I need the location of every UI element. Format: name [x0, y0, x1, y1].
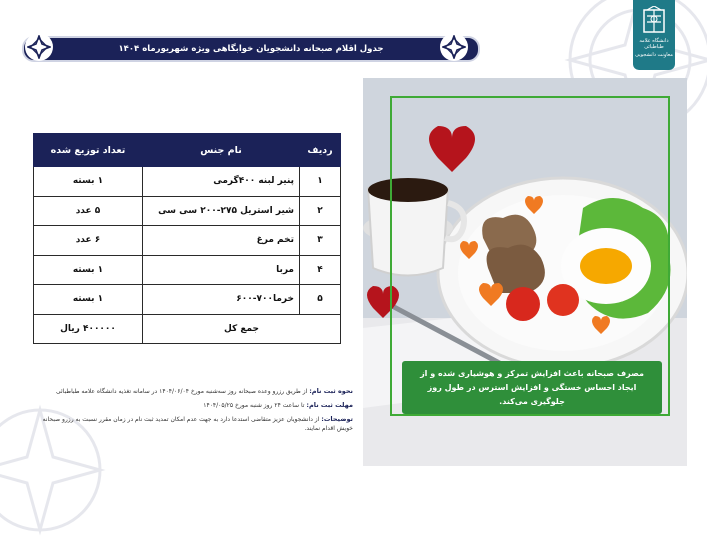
registration-note	[33, 387, 353, 396]
title-badge-left	[25, 33, 53, 61]
table-row	[34, 196, 341, 226]
item-name: مربا	[143, 255, 300, 285]
logo-caption-1: دانشگاه علامه طباطبائی	[639, 38, 669, 50]
university-logo	[633, 0, 675, 70]
star-ornament-icon	[442, 35, 466, 59]
notes-section	[33, 387, 353, 438]
item-quantity: ۱ بسته	[34, 285, 143, 315]
item-name: شیر استریل ۲۷۵-۲۰۰ سی سی	[143, 196, 300, 226]
note-text: از دانشجویان عزیز متقاضی استدعا دارد به جهت عدم امکان تمدید ثبت نام در زمان مقرر نسبت به رزرو صبحانه خویش اقدام نمایند.	[42, 416, 353, 432]
row-number: ۳	[300, 226, 341, 256]
row-number: ۱	[300, 167, 341, 197]
item-quantity: ۱ بسته	[34, 167, 143, 197]
item-quantity: ۵ عدد	[34, 196, 143, 226]
total-label: جمع کل	[143, 314, 341, 344]
page-title: جدول اقلام صبحانه دانشجویان خوابگاهی ویژه شهریورماه ۱۴۰۴	[118, 44, 384, 54]
note-label: مهلت ثبت نام:	[306, 401, 353, 409]
row-number: ۵	[300, 285, 341, 315]
row-number: ۲	[300, 196, 341, 226]
star-ornament-icon	[27, 35, 51, 59]
table-row	[34, 255, 341, 285]
promo-text: مصرف صبحانه باعث افزایش تمرکز و هوشیاری شده و از ایجاد احساس خستگی و افزایش استرس در طول روز جلوگیری می‌کند.	[420, 368, 644, 406]
breakfast-items-table	[33, 133, 341, 344]
item-quantity: ۶ عدد	[34, 226, 143, 256]
university-emblem-icon	[641, 6, 667, 36]
header-row-number: ردیف	[300, 134, 341, 167]
logo-caption-2: معاونت دانشجویی	[635, 52, 673, 58]
note-text: از طریق رزرو وعده صبحانه روز سه‌شنبه مورخ ۱۴۰۴/۰۶/۰۴ در سامانه تغذیه دانشگاه علامه طباطبائی	[55, 388, 308, 395]
deadline-note	[33, 401, 353, 410]
item-name: پنیر لبنه ۴۰۰گرمی	[143, 167, 300, 197]
promo-banner	[402, 361, 662, 414]
table-header-row	[34, 134, 341, 167]
table-row	[34, 285, 341, 315]
table-row	[34, 226, 341, 256]
item-name: خرما۷۰۰-۶۰۰	[143, 285, 300, 315]
description-note	[33, 415, 353, 433]
note-label: توضیحات:	[321, 415, 353, 423]
note-label: نحوه ثبت نام:	[309, 387, 353, 395]
row-number: ۴	[300, 255, 341, 285]
note-text: تا ساعت ۲۴ روز شنبه مورخ ۱۴۰۴/۰۵/۲۵	[203, 402, 305, 409]
header-item-name: نام جنس	[143, 134, 300, 167]
table-total-row	[34, 314, 341, 344]
total-value: ۴۰۰۰۰۰ ریال	[34, 314, 143, 344]
table-row	[34, 167, 341, 197]
item-quantity: ۱ بسته	[34, 255, 143, 285]
header-quantity: تعداد توزیع شده	[34, 134, 143, 167]
title-badge-right	[440, 33, 468, 61]
item-name: تخم مرغ	[143, 226, 300, 256]
page-title-bar	[22, 36, 480, 62]
